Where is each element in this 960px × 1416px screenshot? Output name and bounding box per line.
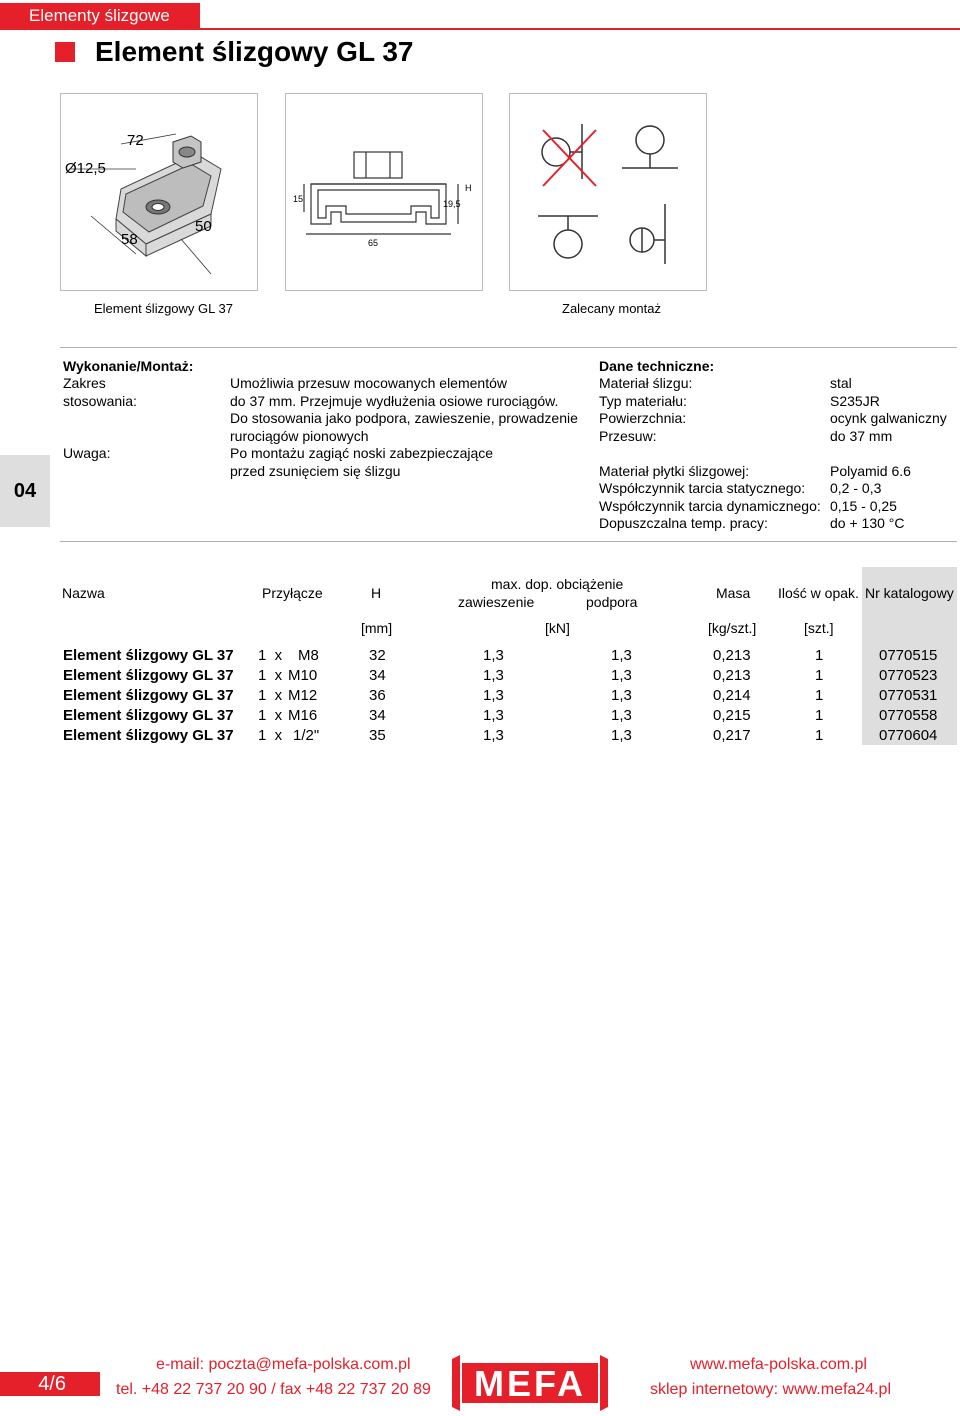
- dim-diameter: Ø12,5: [65, 160, 106, 177]
- cell-ilosc: 1: [815, 687, 824, 704]
- description-label: Zakres stosowania:: [63, 375, 137, 409]
- cell-conn: 1/2": [293, 727, 320, 744]
- cell-pod: 1,3: [611, 647, 632, 664]
- cell-conn: M10: [288, 667, 318, 684]
- description-label: Uwaga:: [63, 445, 111, 461]
- cell-ilosc: 1: [815, 647, 824, 664]
- description-text: Do stosowania jako podpora, zawieszenie, prowadzenie: [230, 410, 578, 426]
- cell-nr: 0770531: [879, 687, 938, 704]
- cell-conn: M8: [298, 647, 319, 664]
- dim-h: H: [465, 183, 472, 193]
- cell-masa: 0,215: [713, 707, 751, 724]
- caption-mount: Zalecany montaż: [562, 301, 661, 316]
- cell-conn: M16: [288, 707, 318, 724]
- cell-conn: M12: [288, 687, 318, 704]
- section-image: [285, 93, 483, 291]
- cell-nr: 0770558: [879, 707, 938, 724]
- mefa-logo: [452, 1355, 608, 1411]
- tech-value: do 37 mm: [830, 427, 893, 444]
- description-text: przed zsunięciem się ślizgu: [230, 462, 401, 479]
- tech-row: [599, 515, 954, 533]
- cell-pod: 1,3: [611, 727, 632, 744]
- cell-zaw: 1,3: [483, 687, 504, 704]
- tech-value: ocynk galwaniczny: [830, 410, 947, 426]
- unit-kg: [kg/szt.]: [708, 620, 757, 636]
- description-text: Umożliwia przesuw mocowanych elementów: [230, 375, 507, 391]
- cell-h: 34: [369, 707, 386, 724]
- description-text: do 37 mm. Przejmuje wydłużenia osiowe rurociągów.: [230, 392, 559, 409]
- cell-x: 1 x: [258, 687, 283, 704]
- description-heading: Wykonanie/Montaż:: [63, 358, 194, 374]
- cell-nr: 0770523: [879, 667, 938, 684]
- page-title: Element ślizgowy GL 37: [95, 36, 414, 67]
- description-text: rurociągów pionowych: [230, 427, 369, 444]
- cell-h: 34: [369, 667, 386, 684]
- tech-heading: Dane techniczne:: [599, 358, 715, 374]
- tech-value: Polyamid 6.6: [830, 462, 911, 479]
- tech-value: 0,2 - 0,3: [830, 480, 882, 496]
- cell-masa: 0,214: [713, 687, 751, 704]
- dim-19-5: 19,5: [443, 199, 461, 209]
- tech-row: [599, 445, 954, 463]
- unit-szt: [szt.]: [804, 620, 834, 636]
- cell-masa: 0,213: [713, 647, 751, 664]
- unit-kn: [kN]: [545, 620, 570, 636]
- tech-label: Powierzchnia:: [599, 410, 687, 426]
- logo-text: MEFA: [473, 1363, 587, 1404]
- divider-top: [60, 347, 957, 348]
- tech-value: stal: [830, 375, 852, 391]
- page-number: 4/6: [0, 1372, 100, 1396]
- cell-masa: 0,213: [713, 667, 751, 684]
- dim-50: 50: [195, 218, 212, 235]
- cell-zaw: 1,3: [483, 667, 504, 684]
- tech-row: [599, 498, 954, 516]
- tech-value: S235JR: [830, 392, 880, 409]
- tech-list: [599, 375, 954, 533]
- cell-x: 1 x: [258, 647, 283, 664]
- cell-ilosc: 1: [815, 667, 824, 684]
- section-drawing: [286, 94, 482, 290]
- cell-h: 32: [369, 647, 386, 664]
- title-marker-icon: [55, 42, 75, 62]
- tech-row: [599, 393, 954, 411]
- tech-row: [599, 480, 954, 498]
- tech-label: Materiał płytki ślizgowej:: [599, 462, 750, 479]
- cell-name: Element ślizgowy GL 37: [63, 667, 234, 684]
- description-text: Po montażu zagiąć noski zabezpieczające: [230, 445, 494, 461]
- cell-name: Element ślizgowy GL 37: [63, 647, 234, 664]
- tech-row: [599, 428, 954, 446]
- cell-nr: 0770604: [879, 727, 938, 744]
- header-masa: Masa: [716, 585, 751, 601]
- mounting-drawing: [510, 94, 706, 290]
- tech-row: [599, 375, 954, 393]
- footer-website[interactable]: www.mefa-polska.com.pl: [690, 1356, 867, 1373]
- footer-phone: tel. +48 22 737 20 90 / fax +48 22 737 20 89: [116, 1381, 431, 1398]
- cell-name: Element ślizgowy GL 37: [63, 727, 234, 744]
- unit-mm: [mm]: [361, 620, 393, 636]
- cell-h: 35: [369, 727, 386, 744]
- product-drawing: [61, 94, 257, 290]
- tech-value: 0,15 - 0,25: [830, 497, 897, 514]
- tech-label: Dopuszczalna temp. pracy:: [599, 515, 768, 531]
- tech-row: [599, 463, 954, 481]
- header-nazwa: Nazwa: [62, 585, 105, 601]
- cell-pod: 1,3: [611, 667, 632, 684]
- dim-65: 65: [368, 238, 379, 248]
- cell-h: 36: [369, 687, 386, 704]
- table-row: [0, 727, 960, 747]
- cell-ilosc: 1: [815, 707, 824, 724]
- cell-x: 1 x: [258, 707, 283, 724]
- tech-label: Współczynnik tarcia statycznego:: [599, 480, 806, 496]
- cell-ilosc: 1: [815, 727, 824, 744]
- cell-zaw: 1,3: [483, 647, 504, 664]
- cell-zaw: 1,3: [483, 707, 504, 724]
- table-row: [0, 687, 960, 707]
- dim-15: 15: [293, 194, 304, 204]
- mounting-image: [509, 93, 707, 291]
- table-row: [0, 647, 960, 667]
- cell-name: Element ślizgowy GL 37: [63, 687, 234, 704]
- header-load: max. dop. obciążenie: [491, 576, 624, 592]
- footer-email[interactable]: e-mail: poczta@mefa-polska.com.pl: [156, 1356, 411, 1373]
- header-przylacze: Przyłącze: [262, 585, 323, 601]
- tech-label: Przesuw:: [599, 427, 657, 444]
- cell-x: 1 x: [258, 727, 283, 744]
- header-nr-katalogowy: Nr katalogowy: [865, 585, 954, 601]
- cell-x: 1 x: [258, 667, 283, 684]
- tech-row: [599, 410, 954, 428]
- header-podpora: podpora: [586, 594, 638, 610]
- table-row: [0, 707, 960, 727]
- header-zawieszenie: zawieszenie: [458, 594, 535, 610]
- tech-value: do + 130 °C: [830, 515, 905, 531]
- table-row: [0, 667, 960, 687]
- product-image: [60, 93, 258, 291]
- cell-nr: 0770515: [879, 647, 938, 664]
- cell-masa: 0,217: [713, 727, 751, 744]
- tech-label: Typ materiału:: [599, 392, 687, 409]
- cell-name: Element ślizgowy GL 37: [63, 707, 234, 724]
- product-table: [0, 647, 960, 747]
- footer-shop[interactable]: sklep internetowy: www.mefa24.pl: [650, 1381, 891, 1398]
- dim-58: 58: [121, 231, 138, 248]
- tech-label: Współczynnik tarcia dynamicznego:: [599, 497, 821, 514]
- cell-pod: 1,3: [611, 687, 632, 704]
- section-number-tab: 04: [0, 455, 50, 527]
- header-h: H: [371, 585, 382, 601]
- caption-product: Element ślizgowy GL 37: [94, 301, 233, 316]
- header-ilosc: Ilość w opak.: [778, 585, 859, 601]
- dim-72: 72: [127, 132, 144, 149]
- cell-zaw: 1,3: [483, 727, 504, 744]
- divider-bottom: [60, 541, 957, 542]
- mefa-logo-mark: [452, 1355, 608, 1411]
- category-tab: Elementy ślizgowe: [0, 3, 200, 29]
- cell-pod: 1,3: [611, 707, 632, 724]
- tech-label: Materiał ślizgu:: [599, 375, 693, 391]
